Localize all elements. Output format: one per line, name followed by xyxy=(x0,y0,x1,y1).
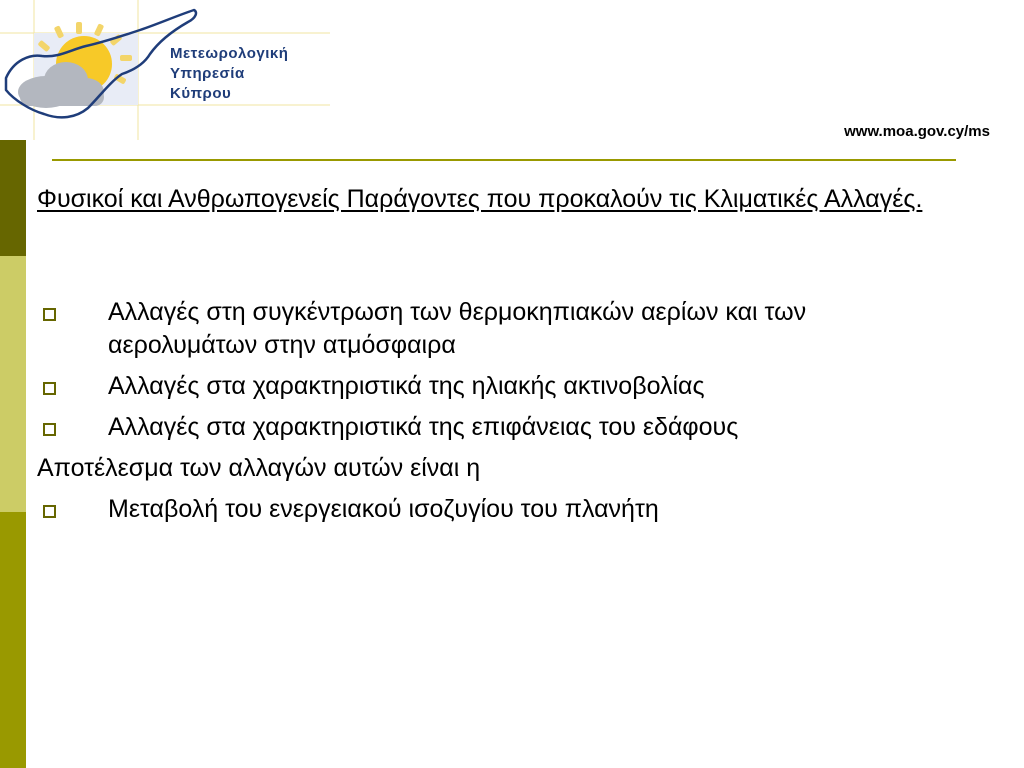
organization-name-line-2: Υπηρεσία xyxy=(170,65,245,82)
left-bar-olive-segment xyxy=(0,512,26,768)
slide-content xyxy=(37,296,957,534)
plain-text-line: Αποτέλεσμα των αλλαγών αυτών είναι η xyxy=(37,454,481,482)
organization-name-line-1: Μετεωρολογική xyxy=(170,45,289,62)
organization-name xyxy=(170,44,288,104)
square-bullet-icon xyxy=(43,308,56,321)
left-bar-dark-segment xyxy=(0,140,26,256)
square-bullet-icon xyxy=(43,423,56,436)
bullet-item xyxy=(37,296,957,362)
bullet-item xyxy=(37,370,957,403)
slide-title: Φυσικοί και Ανθρωπογενείς Παράγοντες που προκαλούν τις Κλιματικές Αλλαγές. xyxy=(37,185,923,213)
bullet-item xyxy=(37,411,957,444)
organization-name-line-3: Κύπρου xyxy=(170,85,232,102)
website-url: www.moa.gov.cy/ms xyxy=(844,123,990,140)
bullet-text: Αλλαγές στα χαρακτηριστικά της ηλιακής ακτινοβολίας xyxy=(108,372,705,400)
bullet-text: Μεταβολή του ενεργειακού ισοζυγίου του πλανήτη xyxy=(108,495,659,523)
square-bullet-icon xyxy=(43,382,56,395)
left-decorative-bar xyxy=(0,140,26,768)
bullet-item xyxy=(37,493,957,526)
logo xyxy=(0,0,332,140)
bullet-text: Αλλαγές στη συγκέντρωση των θερμοκηπιακών αερίων και των αερολυμάτων στην ατμόσφαιρα xyxy=(108,298,807,359)
left-bar-light-segment xyxy=(0,256,26,512)
header-divider xyxy=(52,159,956,161)
bullet-text: Αλλαγές στα χαρακτηριστικά της επιφάνειας του εδάφους xyxy=(108,413,739,441)
square-bullet-icon xyxy=(43,505,56,518)
